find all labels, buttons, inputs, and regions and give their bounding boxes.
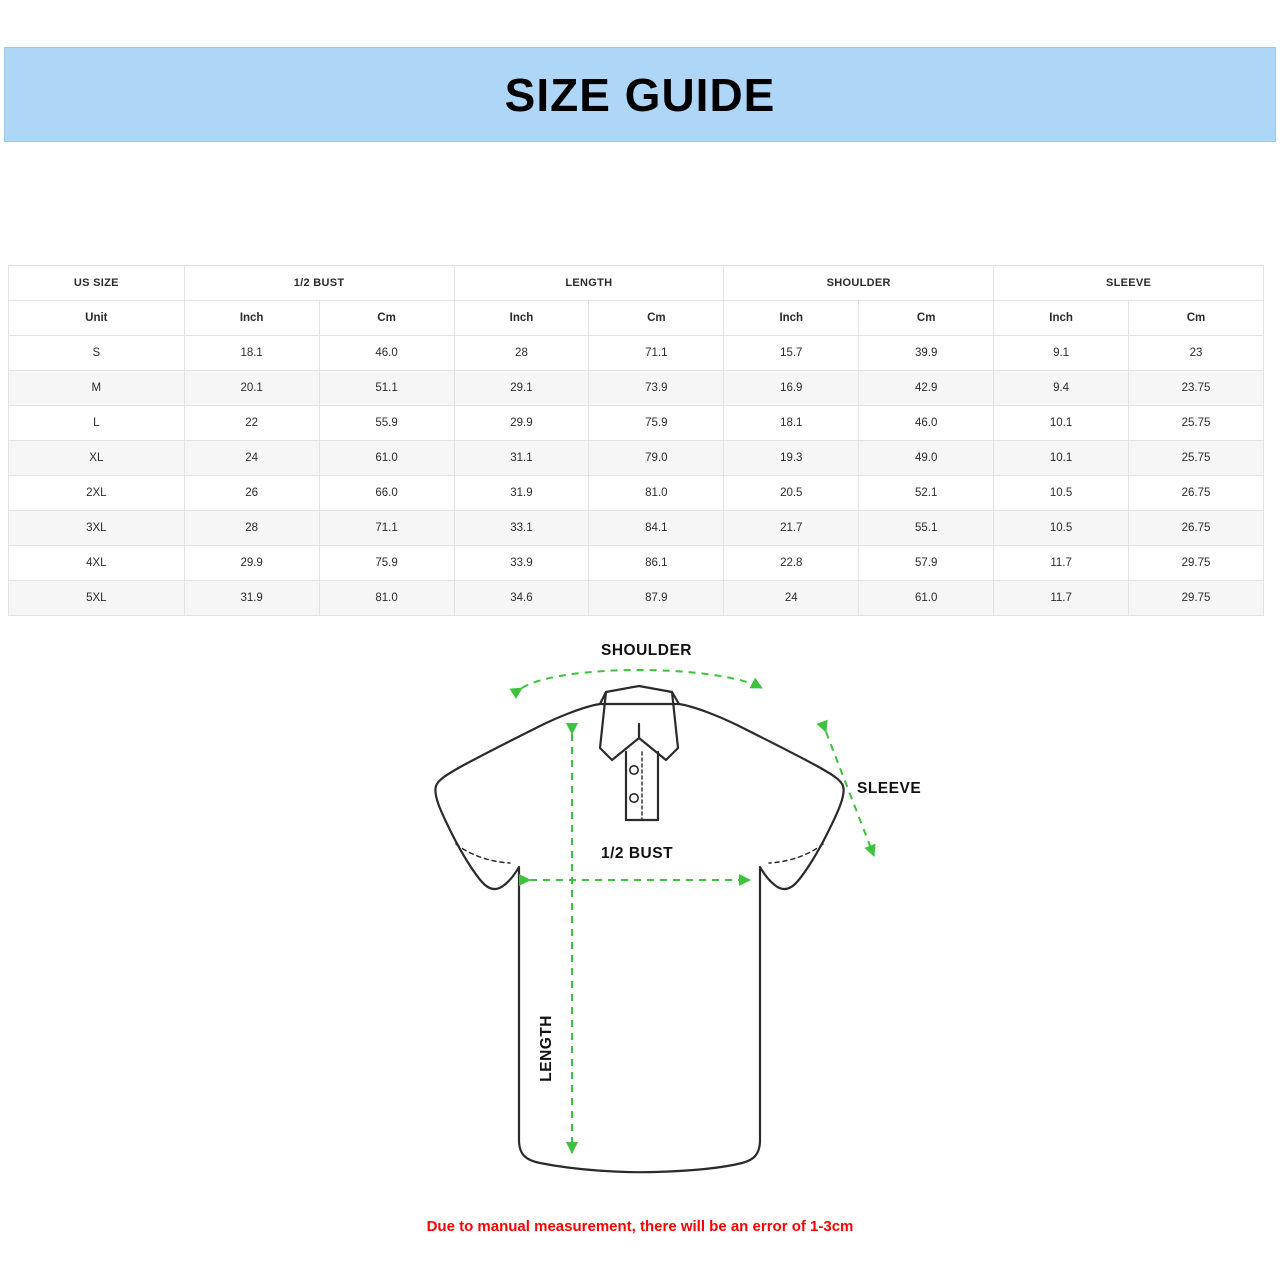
cell-sleeve-inch: 10.5 [994, 476, 1129, 511]
cell-bust-cm: 75.9 [319, 546, 454, 581]
table-row [9, 511, 1264, 546]
cell-sleeve-cm: 26.75 [1129, 476, 1264, 511]
cell-size: 2XL [9, 476, 185, 511]
cell-size: XL [9, 441, 185, 476]
column-header-length: LENGTH [454, 266, 724, 301]
measurement-disclaimer: Due to manual measurement, there will be an error of 1-3cm [426, 1218, 854, 1235]
column-header-half-bust: 1/2 BUST [184, 266, 454, 301]
cell-shoulder-inch: 19.3 [724, 441, 859, 476]
label-shoulder: SHOULDER [601, 642, 692, 659]
cell-shoulder-cm: 61.0 [859, 581, 994, 616]
column-header-sleeve: SLEEVE [994, 266, 1264, 301]
cell-sleeve-cm: 23 [1129, 336, 1264, 371]
cell-length-cm: 73.9 [589, 371, 724, 406]
cell-shoulder-inch: 15.7 [724, 336, 859, 371]
cell-sleeve-cm: 25.75 [1129, 406, 1264, 441]
cell-length-cm: 81.0 [589, 476, 724, 511]
cell-sleeve-inch: 11.7 [994, 546, 1129, 581]
column-header-shoulder: SHOULDER [724, 266, 994, 301]
cell-size: 5XL [9, 581, 185, 616]
cell-sleeve-inch: 10.1 [994, 441, 1129, 476]
size-guide-banner [4, 47, 1276, 142]
column-header-us-size: US SIZE [9, 266, 185, 301]
table-unit-row [9, 301, 1264, 336]
cell-bust-cm: 46.0 [319, 336, 454, 371]
cell-length-cm: 71.1 [589, 336, 724, 371]
cell-length-inch: 33.1 [454, 511, 589, 546]
cell-shoulder-cm: 52.1 [859, 476, 994, 511]
cell-size: L [9, 406, 185, 441]
cell-bust-inch: 24 [184, 441, 319, 476]
shoulder-measure-arrow [522, 670, 762, 688]
cell-bust-cm: 51.1 [319, 371, 454, 406]
unit-label: Unit [9, 301, 185, 336]
table-row [9, 546, 1264, 581]
cell-shoulder-cm: 49.0 [859, 441, 994, 476]
cell-size: S [9, 336, 185, 371]
cell-shoulder-inch: 16.9 [724, 371, 859, 406]
unit-sleeve-inch: Inch [994, 301, 1129, 336]
cell-shoulder-cm: 46.0 [859, 406, 994, 441]
size-chart-table [8, 265, 1264, 616]
cell-sleeve-inch: 10.1 [994, 406, 1129, 441]
cell-shoulder-cm: 57.9 [859, 546, 994, 581]
cell-bust-inch: 22 [184, 406, 319, 441]
unit-bust-cm: Cm [319, 301, 454, 336]
cell-sleeve-cm: 29.75 [1129, 581, 1264, 616]
measurement-diagram [0, 620, 1280, 1210]
cell-bust-inch: 31.9 [184, 581, 319, 616]
cell-shoulder-inch: 18.1 [724, 406, 859, 441]
table-row [9, 476, 1264, 511]
shirt-outline [435, 686, 843, 1172]
cell-sleeve-inch: 11.7 [994, 581, 1129, 616]
cell-shoulder-cm: 42.9 [859, 371, 994, 406]
cell-length-inch: 33.9 [454, 546, 589, 581]
cell-bust-inch: 26 [184, 476, 319, 511]
cell-length-cm: 79.0 [589, 441, 724, 476]
size-table-container [8, 265, 1264, 616]
cell-length-inch: 28 [454, 336, 589, 371]
cell-sleeve-inch: 9.4 [994, 371, 1129, 406]
cell-bust-cm: 66.0 [319, 476, 454, 511]
table-row [9, 441, 1264, 476]
cell-size: 4XL [9, 546, 185, 581]
unit-sleeve-cm: Cm [1129, 301, 1264, 336]
cell-shoulder-inch: 21.7 [724, 511, 859, 546]
cell-length-inch: 31.1 [454, 441, 589, 476]
cell-length-inch: 29.9 [454, 406, 589, 441]
table-row [9, 371, 1264, 406]
cell-sleeve-inch: 9.1 [994, 336, 1129, 371]
cell-length-inch: 31.9 [454, 476, 589, 511]
cell-shoulder-inch: 24 [724, 581, 859, 616]
cell-length-cm: 87.9 [589, 581, 724, 616]
table-row [9, 406, 1264, 441]
table-group-header-row [9, 266, 1264, 301]
unit-shoulder-cm: Cm [859, 301, 994, 336]
cell-shoulder-cm: 39.9 [859, 336, 994, 371]
cell-shoulder-cm: 55.1 [859, 511, 994, 546]
cell-shoulder-inch: 22.8 [724, 546, 859, 581]
cell-bust-inch: 18.1 [184, 336, 319, 371]
label-length: LENGTH [538, 1015, 555, 1082]
cell-size: M [9, 371, 185, 406]
cell-length-inch: 29.1 [454, 371, 589, 406]
table-row [9, 581, 1264, 616]
label-half-bust: 1/2 BUST [601, 845, 674, 862]
label-sleeve: SLEEVE [857, 780, 922, 797]
polo-shirt-illustration [0, 620, 1280, 1210]
cell-bust-inch: 20.1 [184, 371, 319, 406]
cell-sleeve-cm: 26.75 [1129, 511, 1264, 546]
table-row [9, 336, 1264, 371]
cell-sleeve-cm: 29.75 [1129, 546, 1264, 581]
cell-length-inch: 34.6 [454, 581, 589, 616]
cell-bust-cm: 81.0 [319, 581, 454, 616]
cell-bust-cm: 71.1 [319, 511, 454, 546]
cell-sleeve-inch: 10.5 [994, 511, 1129, 546]
unit-bust-inch: Inch [184, 301, 319, 336]
unit-length-inch: Inch [454, 301, 589, 336]
cell-bust-inch: 29.9 [184, 546, 319, 581]
cell-sleeve-cm: 23.75 [1129, 371, 1264, 406]
cell-bust-cm: 55.9 [319, 406, 454, 441]
cell-bust-inch: 28 [184, 511, 319, 546]
cell-sleeve-cm: 25.75 [1129, 441, 1264, 476]
cell-bust-cm: 61.0 [319, 441, 454, 476]
page-title: SIZE GUIDE [504, 68, 776, 121]
cell-length-cm: 75.9 [589, 406, 724, 441]
unit-shoulder-inch: Inch [724, 301, 859, 336]
cell-shoulder-inch: 20.5 [724, 476, 859, 511]
cell-size: 3XL [9, 511, 185, 546]
unit-length-cm: Cm [589, 301, 724, 336]
cell-length-cm: 86.1 [589, 546, 724, 581]
cell-length-cm: 84.1 [589, 511, 724, 546]
